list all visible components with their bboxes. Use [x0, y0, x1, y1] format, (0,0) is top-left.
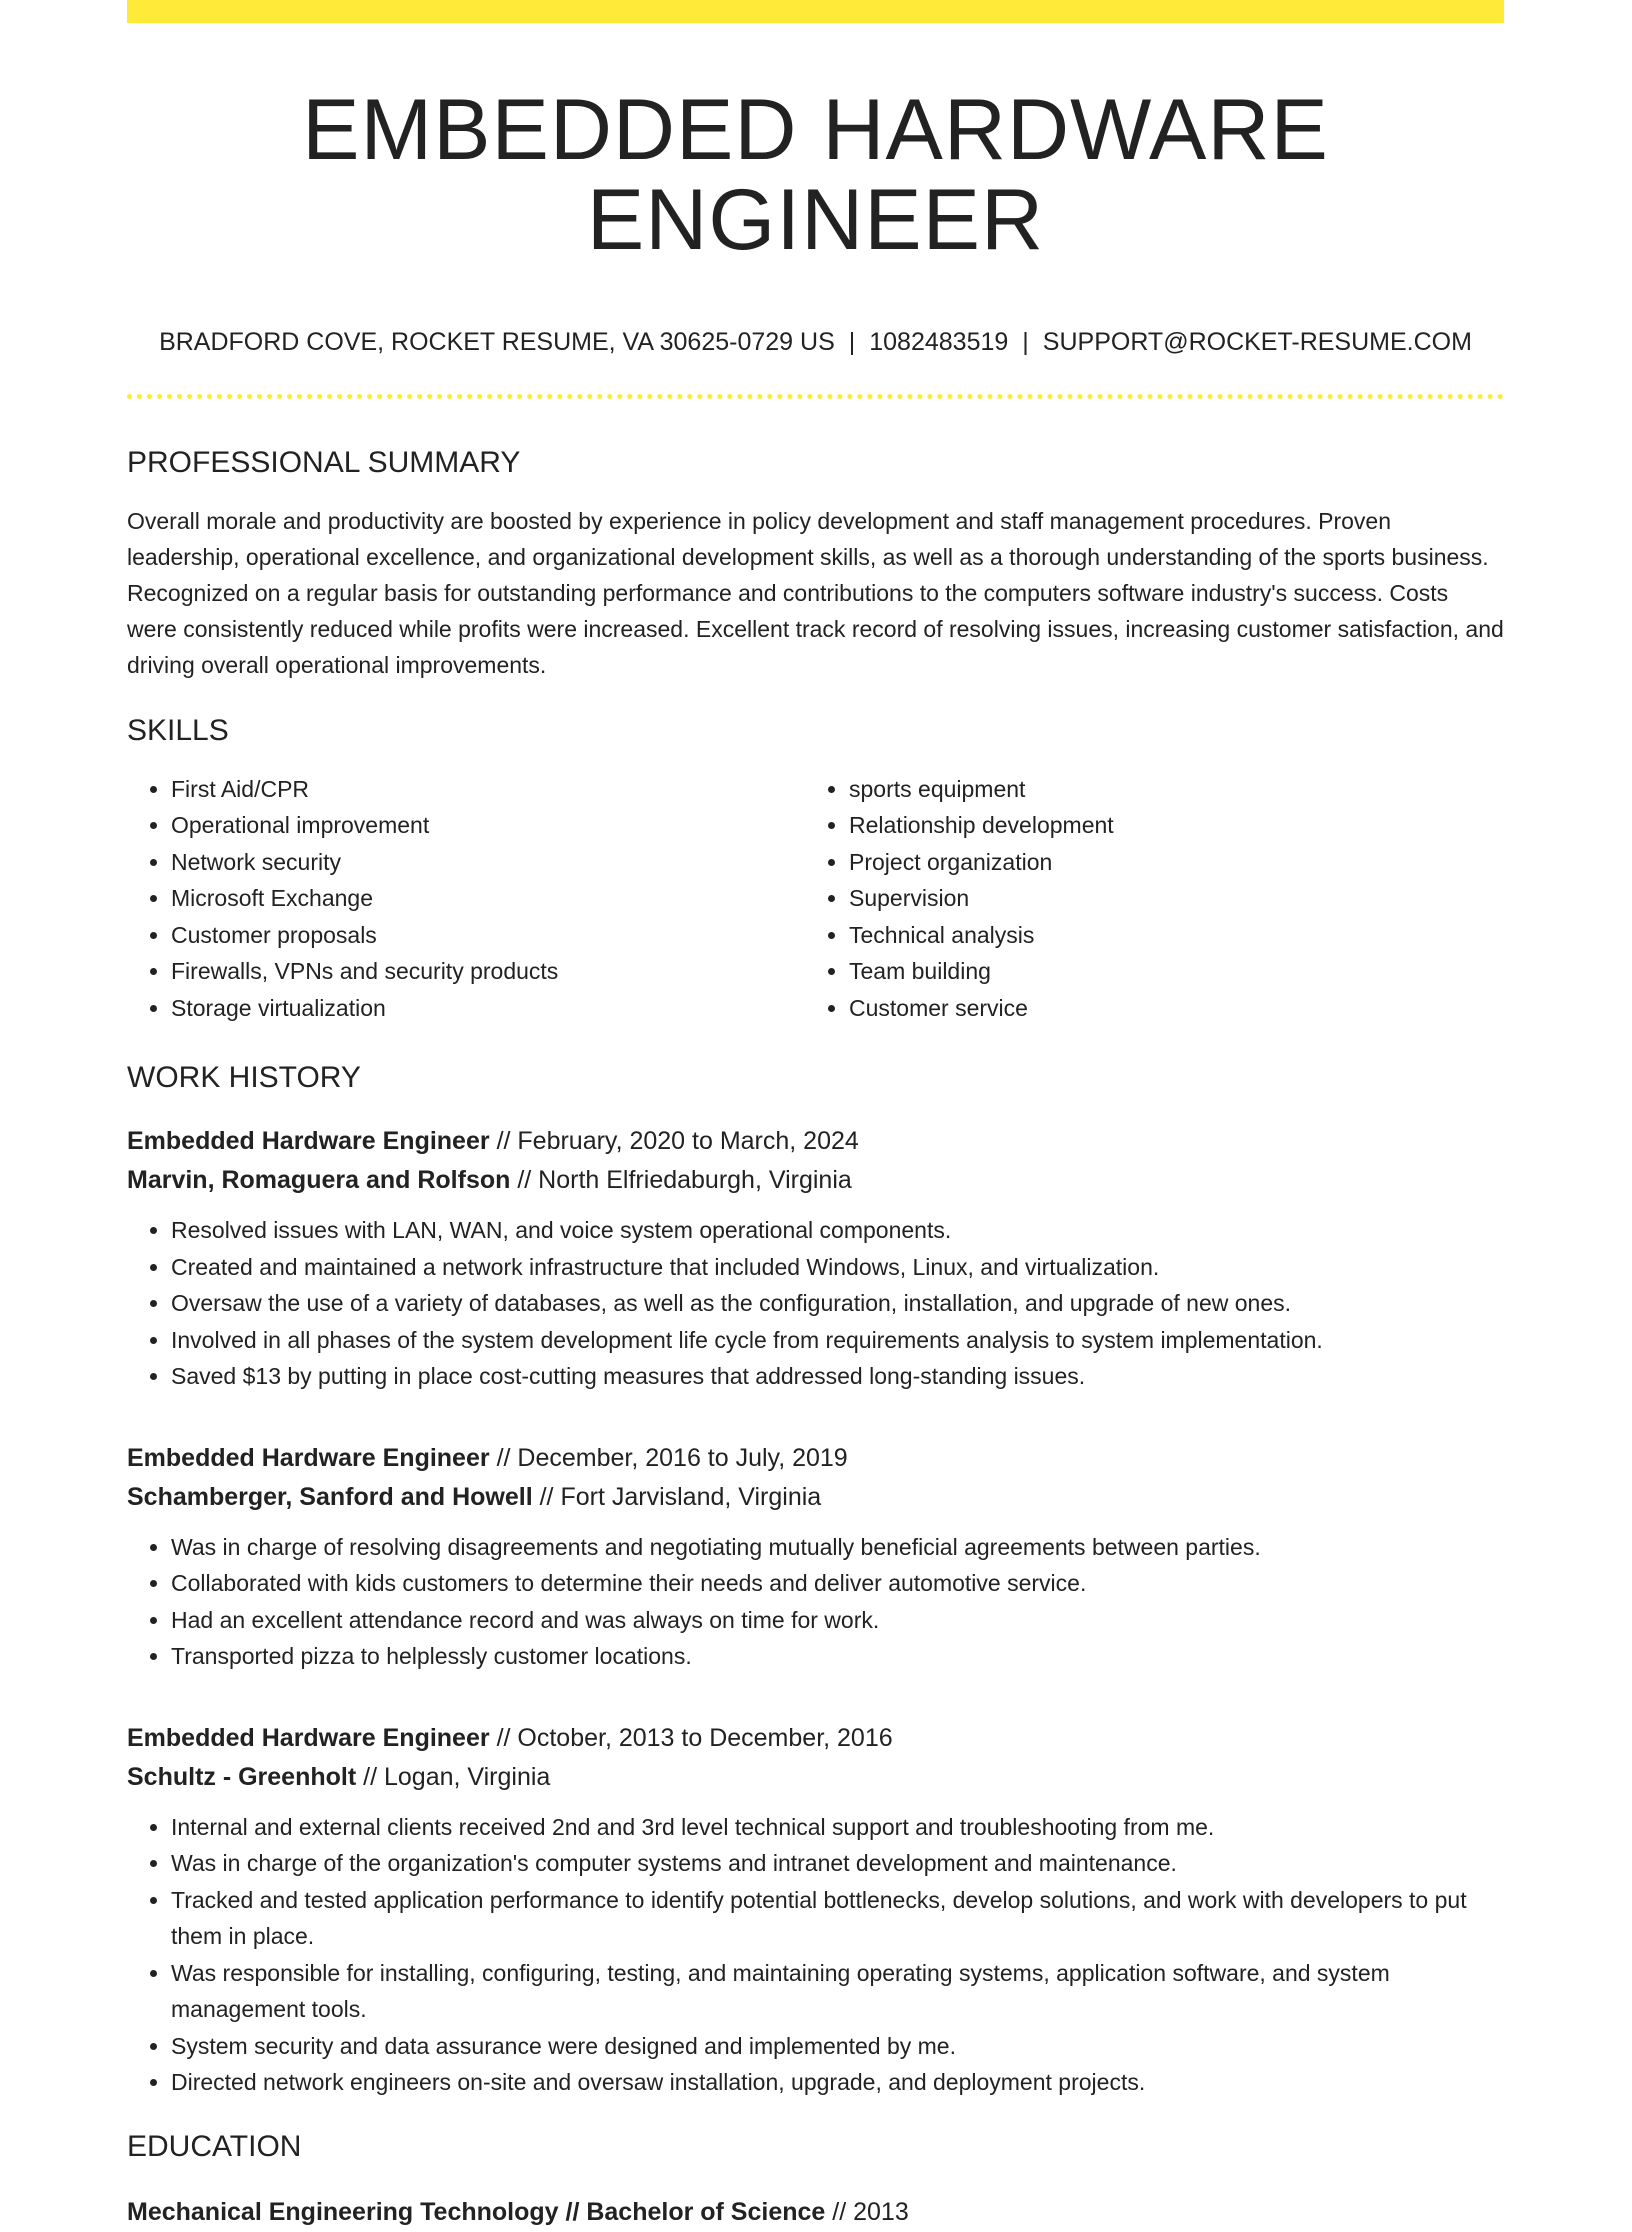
skill-item: • Team building	[849, 953, 1504, 990]
summary-text: Overall morale and productivity are boosted by experience in policy development and staff management procedures. Proven leadership, operational excellence, and organizational development skills, as well as a thorough understanding of the sports business. Recognized on a regular basis for outstanding performance and contributions to the computers software industry's success. Costs were consistently reduced while profits were increased. Excellent track record of resolving issues, increasing customer satisfaction, and driving overall operational improvements.	[127, 507, 1504, 678]
skill-item: • Microsoft Exchange	[171, 880, 805, 917]
job-title-line	[127, 1122, 1504, 1161]
job-dates: // December, 2016 to July, 2019	[496, 1443, 848, 1472]
job-bullet: • Internal and external clients received 2nd and 3rd level technical support and troubleshooting from me.	[171, 1809, 1504, 1846]
job-company: Marvin, Romaguera and Rolfson	[127, 1166, 511, 1195]
skill-item: • Customer service	[849, 990, 1504, 1027]
job-entry	[127, 1719, 1504, 2101]
job-bullet: • Created and maintained a network infrastructure that included Windows, Linux, and virtualization.	[171, 1249, 1504, 1286]
education-degree: Mechanical Engineering Technology // Bachelor of Science	[127, 2197, 826, 2226]
skill-item: • Supervision	[849, 880, 1504, 917]
job-bullets	[127, 1212, 1504, 1395]
skill-item: • Operational improvement	[171, 807, 805, 844]
job-bullet: • Transported pizza to helplessly customer locations.	[171, 1638, 1504, 1675]
skills-column-left	[127, 771, 805, 1027]
job-dates: // February, 2020 to March, 2024	[496, 1127, 859, 1156]
skill-item: • Firewalls, VPNs and security products	[171, 953, 805, 990]
resume-page	[127, 0, 1504, 2232]
job-bullet: • Was in charge of the organization's computer systems and intranet development and maintenance.	[171, 1845, 1504, 1882]
job-bullet: • Oversaw the use of a variety of databases, as well as the configuration, installation, and upgrade of new ones.	[171, 1285, 1504, 1322]
dotted-divider	[127, 394, 1504, 399]
job-title: Embedded Hardware Engineer	[127, 1723, 490, 1752]
job-dates: // October, 2013 to December, 2016	[496, 1723, 893, 1752]
job-bullet: • Was responsible for installing, configuring, testing, and maintaining operating systems, application software, and system management tools.	[171, 1955, 1504, 2028]
education-heading: EDUCATION	[127, 2129, 302, 2163]
job-bullets	[127, 1809, 1504, 2101]
job-company-line	[127, 1758, 1504, 1797]
contact-line	[127, 326, 1504, 358]
job-entry	[127, 1439, 1504, 1675]
job-location: // North Elfriedaburgh, Virginia	[517, 1166, 852, 1195]
contact-separator: |	[1022, 327, 1029, 356]
job-title-line	[127, 1439, 1504, 1478]
summary-heading: PROFESSIONAL SUMMARY	[127, 445, 521, 479]
skill-item: • Project organization	[849, 844, 1504, 881]
job-company: Schultz - Greenholt	[127, 1762, 357, 1791]
skill-item: • sports equipment	[849, 771, 1504, 808]
skill-item: • Network security	[171, 844, 805, 881]
job-bullet: • Directed network engineers on-site and oversaw installation, upgrade, and deployment projects.	[171, 2064, 1504, 2101]
work-history-heading: WORK HISTORY	[127, 1061, 361, 1095]
education-entry	[127, 2193, 1504, 2232]
job-company-line	[127, 1478, 1504, 1517]
skill-item: • First Aid/CPR	[171, 771, 805, 808]
job-bullet: • Was in charge of resolving disagreements and negotiating mutually beneficial agreements between parties.	[171, 1529, 1504, 1566]
skill-item: • Technical analysis	[849, 917, 1504, 954]
job-title: Embedded Hardware Engineer	[127, 1443, 490, 1472]
job-title-line	[127, 1719, 1504, 1758]
job-bullet: • System security and data assurance were designed and implemented by me.	[171, 2028, 1504, 2065]
job-bullet: • Saved $13 by putting in place cost-cutting measures that addressed long-standing issues.	[171, 1358, 1504, 1395]
education-year: // 2013	[832, 2197, 909, 2226]
job-bullet: • Collaborated with kids customers to determine their needs and deliver automotive service.	[171, 1565, 1504, 1602]
contact-phone: 1082483519	[869, 327, 1009, 356]
contact-separator: |	[848, 327, 856, 356]
job-location: // Logan, Virginia	[363, 1762, 551, 1791]
skills-list	[127, 771, 1504, 1027]
job-company-line	[127, 1161, 1504, 1200]
job-company: Schamberger, Sanford and Howell	[127, 1482, 533, 1511]
contact-address: BRADFORD COVE, ROCKET RESUME, VA 30625-0729 US	[159, 327, 835, 356]
job-bullet: • Had an excellent attendance record and was always on time for work.	[171, 1602, 1504, 1639]
job-bullet: • Tracked and tested application performance to identify potential bottlenecks, develop solutions, and work with developers to put them in place.	[171, 1882, 1504, 1955]
job-location: // Fort Jarvisland, Virginia	[539, 1482, 822, 1511]
accent-top-bar	[127, 0, 1504, 23]
job-bullet: • Resolved issues with LAN, WAN, and voice system operational components.	[171, 1212, 1504, 1249]
skills-column-right	[805, 771, 1504, 1027]
skills-heading: SKILLS	[127, 713, 229, 747]
skill-item: • Storage virtualization	[171, 990, 805, 1027]
job-bullet: • Involved in all phases of the system development life cycle from requirements analysis to system implementation.	[171, 1322, 1504, 1359]
resume-title: EMBEDDED HARDWARE ENGINEER	[302, 82, 1329, 269]
skill-item: • Relationship development	[849, 807, 1504, 844]
skill-item: • Customer proposals	[171, 917, 805, 954]
job-entry	[127, 1122, 1504, 1395]
job-title: Embedded Hardware Engineer	[127, 1127, 490, 1156]
job-bullets	[127, 1529, 1504, 1675]
contact-email: SUPPORT@ROCKET-RESUME.COM	[1042, 327, 1472, 356]
